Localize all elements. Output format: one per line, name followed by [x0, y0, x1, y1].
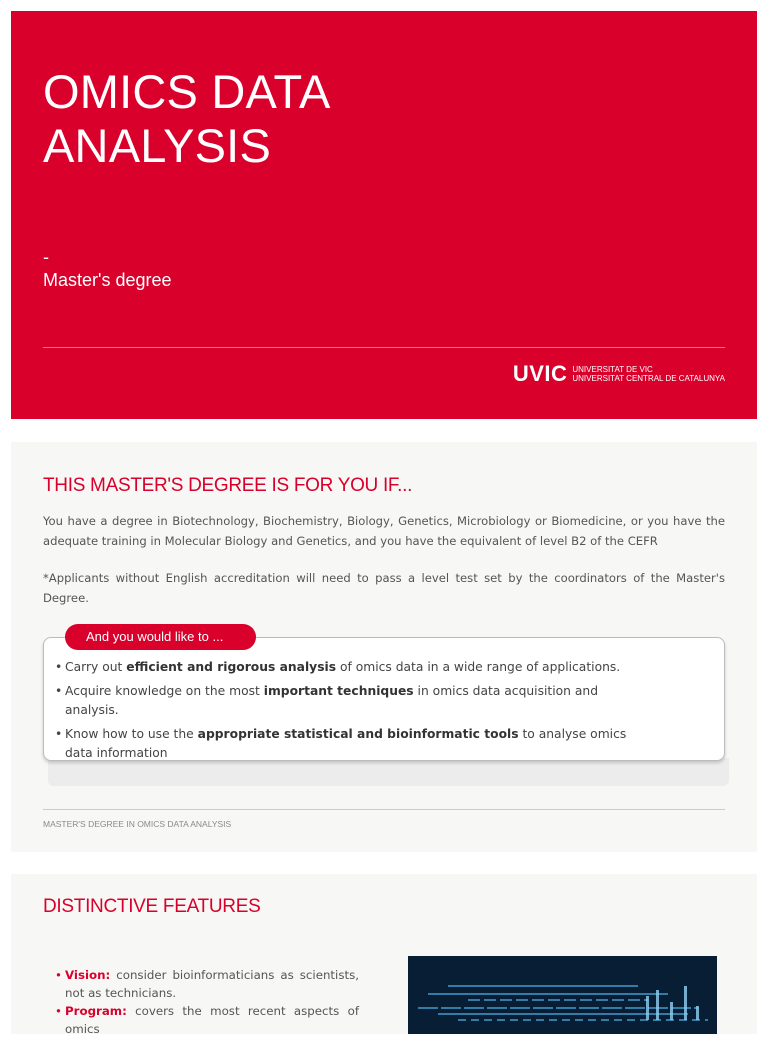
feature-label: Program:: [65, 1004, 127, 1018]
for-you-title: THIS MASTER'S DEGREE IS FOR YOU IF...: [43, 475, 413, 496]
item-bold: appropriate statistical and bioinformatic tools: [197, 726, 519, 741]
item-text: Carry out: [65, 660, 127, 674]
feature-text: consider bioinformaticians as scientists, not as technicians.: [65, 968, 359, 1000]
item-bold: efficient and rigorous analysis: [126, 660, 337, 674]
logo-line-1: UNIVERSITAT DE VIC: [572, 364, 653, 374]
logo-line-2: UNIVERSITAT CENTRAL DE CATALUNYA: [572, 374, 725, 383]
feature-text: covers the most recent aspects of omics: [65, 1004, 359, 1036]
list-item: [55, 658, 655, 678]
features-section: [11, 874, 757, 1034]
hero-divider: [43, 347, 725, 348]
item-text: of omics data in a wide range of applications.: [336, 660, 621, 674]
item-text: Acquire knowledge on the most: [65, 683, 264, 698]
item-text: to analyse omics data information: [65, 726, 627, 760]
hero-subtitle: Master's degree: [43, 270, 172, 290]
section-footer-divider: [43, 809, 725, 810]
page-title: [43, 65, 563, 173]
feature-label: Vision:: [65, 968, 111, 982]
list-item: [55, 725, 655, 764]
features-list: [55, 966, 359, 1038]
logo-mark: UVIC: [512, 361, 568, 386]
uvic-logo: [513, 361, 725, 387]
hero-banner: [11, 11, 757, 419]
item-text: in omics data acquisition and analysis.: [65, 683, 599, 717]
item-bold: important techniques: [263, 683, 414, 698]
for-you-section: [11, 442, 757, 852]
title-line-1: OMICS DATA: [43, 65, 331, 118]
hero-dash: -: [43, 247, 49, 267]
item-text: Know how to use the: [65, 726, 198, 741]
section-footer-label: MASTER'S DEGREE IN OMICS DATA ANALYSIS: [43, 819, 232, 829]
title-line-2: ANALYSIS: [43, 119, 271, 172]
list-item: [55, 1002, 359, 1038]
data-visual-graphic: [408, 956, 717, 1034]
like-label-pill: And you would like to ...: [65, 624, 256, 650]
data-visual-image: [408, 956, 717, 1034]
list-item: [55, 682, 655, 721]
requirements-paragraph: You have a degree in Biotechnology, Biochemistry, Biology, Genetics, Microbiology or Biomedicine, or you have the adequate training in Molecular Biology and Genetics, and you have the equivalent of level B2 of the CEFR: [43, 514, 725, 548]
like-list: [55, 658, 655, 768]
logo-text: [572, 365, 725, 384]
list-item: [55, 966, 359, 1002]
english-note: *Applicants without English accreditation will need to pass a level test set by the coordinators of the Master's Degree.: [43, 571, 725, 605]
features-title: DISTINCTIVE FEATURES: [43, 896, 261, 917]
